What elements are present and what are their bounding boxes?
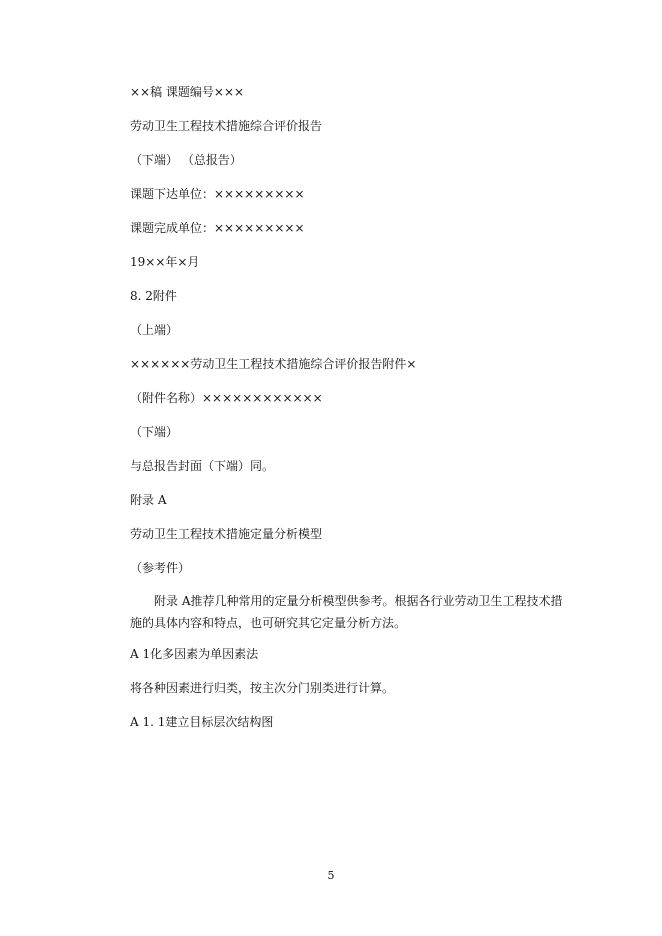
report-title: 劳动卫生工程技术措施综合评价报告: [130, 119, 323, 133]
appendix-intro-paragraph: 附录 A推荐几种常用的定量分析模型供参考。根据各行业劳动卫生工程技术措施的具体内容和特点，也可研究其它定量分析方法。: [130, 594, 563, 630]
section-heading-attachment: 8. 2附件: [130, 289, 177, 303]
issuing-unit: 课题下达单位：×××××××××: [130, 187, 305, 201]
attachment-name: （附件名称）××××××××××××: [130, 391, 323, 405]
attachment-title: ××××××劳动卫生工程技术措施综合评价报告附件×: [130, 357, 417, 371]
appendix-title: 劳动卫生工程技术措施定量分析模型: [130, 527, 323, 541]
report-date: 19××年×月: [130, 255, 200, 269]
method-heading: A 1化多因素为单因素法: [130, 647, 259, 661]
subsection-heading: A 1. 1建立目标层次结构图: [130, 715, 274, 729]
draft-number-line: ××稿 课题编号×××: [130, 85, 245, 99]
page-number: 5: [327, 869, 335, 882]
completing-unit: 课题完成单位：×××××××××: [130, 221, 305, 235]
reference-note: （参考件）: [130, 561, 191, 575]
upper-end-label: （上端）: [130, 323, 179, 337]
method-description: 将各种因素进行归类，按主次分门别类进行计算。: [130, 681, 395, 695]
lower-end-label: （下端）: [130, 425, 179, 439]
lower-end-note: 与总报告封面（下端）同。: [130, 459, 275, 473]
lower-end-general-report: （下端） （总报告）: [130, 153, 242, 167]
appendix-heading: 附录 A: [130, 493, 167, 507]
